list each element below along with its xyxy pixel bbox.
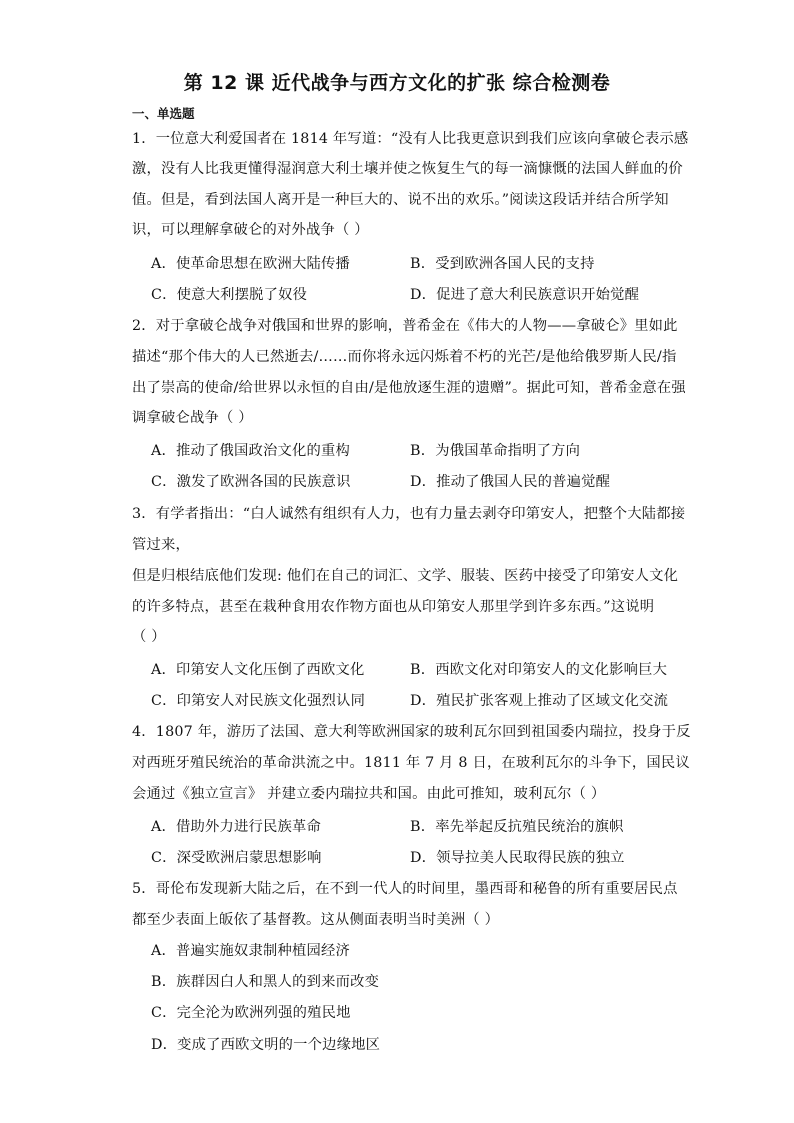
question-text-line: 的许多特点，甚至在栽种食用农作物方面也从印第安人那里学到许多东西。”这说明 [132, 599, 655, 615]
option-d: D．领导拉美人民取得民族的独立 [410, 850, 625, 866]
option-d: D．推动了俄国人民的普遍觉醒 [410, 474, 611, 490]
option-c: C．印第安人对民族文化强烈认同 [151, 693, 366, 709]
option-c: C．激发了欧洲各国的民族意识 [151, 474, 351, 490]
option-a: A．借助外力进行民族革命 [151, 819, 321, 835]
option-d: D．促进了意大利民族意识开始觉醒 [410, 287, 640, 303]
option-c: C．完全沦为欧洲列强的殖民地 [151, 1005, 351, 1021]
question-text-line: 2．对于拿破仑战争对俄国和世界的影响，普希金在《伟大的人物——拿破仑》里如此 [132, 318, 678, 334]
question-text-line: 都至少表面上皈依了基督教。这从侧面表明当时美洲（ ） [132, 912, 500, 928]
option-a: A．使革命思想在欧洲大陆传播 [151, 256, 350, 272]
question-text-line: 4．1807 年，游历了法国、意大利等欧洲国家的玻利瓦尔回到祖国委内瑞拉，投身于反 [132, 724, 691, 740]
page-title: 第 12 课 近代战争与西方文化的扩张 综合检测卷 [183, 72, 611, 94]
option-a: A．推动了俄国政治文化的重构 [151, 443, 350, 459]
option-b: B．西欧文化对印第安人的文化影响巨大 [410, 662, 668, 678]
option-d: D．变成了西欧文明的一个边缘地区 [151, 1037, 381, 1053]
option-c: C．深受欧洲启蒙思想影响 [151, 850, 322, 866]
question-text-line: 5．哥伦布发现新大陆之后，在不到一代人的时间里，墨西哥和秘鲁的所有重要居民点 [132, 881, 678, 897]
option-b: B．为俄国革命指明了方向 [410, 443, 581, 459]
question-text-line: 出了崇高的使命/给世界以永恒的自由/是他放逐生涯的遗赠”。据此可知，普希金意在强 [132, 380, 686, 396]
question-text-line: 会通过《独立宣言》 并建立委内瑞拉共和国。由此可推知，玻利瓦尔（ ） [132, 786, 606, 802]
question-text-line: 管过来， [132, 537, 190, 553]
question-text-line: 调拿破仑战争（ ） [132, 410, 253, 426]
question-text-line: 识，可以理解拿破仑的对外战争（ ） [132, 222, 369, 238]
option-c: C．使意大利摆脱了奴役 [151, 287, 308, 303]
option-a: A．普遍实施奴隶制种植园经济 [151, 943, 350, 959]
question-text-line: 激，没有人比我更懂得湿润意大利土壤并使之恢复生气的每一滴慷慨的法国人鲜血的价 [132, 161, 683, 177]
question-text-line: 值。但是，看到法国人离开是一种巨大的、说不出的欢乐。”阅读这段话并结合所学知 [132, 192, 669, 208]
question-text-line: 对西班牙殖民统治的革命洪流之中。1811 年 7 月 8 日，在玻利瓦尔的斗争下，国民议 [132, 755, 690, 771]
question-text-line: （ ） [132, 629, 166, 645]
question-text-line: 3．有学者指出：“白人诚然有组织有人力，也有力量去剥夺印第安人，把整个大陆都接 [132, 506, 686, 522]
option-a: A．印第安人文化压倒了西欧文化 [151, 662, 365, 678]
option-b: B．率先举起反抗殖民统治的旗帜 [410, 819, 624, 835]
question-text-line: 但是归根结底他们发现: 他们在自己的词汇、文学、服装、医药中接受了印第安人文化 [132, 568, 679, 584]
option-b: B．族群因白人和黑人的到来而改变 [151, 974, 380, 990]
option-b: B．受到欧洲各国人民的支持 [410, 256, 595, 272]
option-d: D．殖民扩张客观上推动了区域文化交流 [410, 693, 669, 709]
question-text-line: 描述“那个伟大的人已然逝去/……而你将永远闪烁着不朽的光芒/是他给俄罗斯人民/指 [132, 349, 677, 365]
question-text-line: 1．一位意大利爱国者在 1814 年写道：“没有人比我更意识到我们应该向拿破仑表示感 [132, 131, 689, 147]
section-heading: 一、单选题 [132, 106, 195, 121]
